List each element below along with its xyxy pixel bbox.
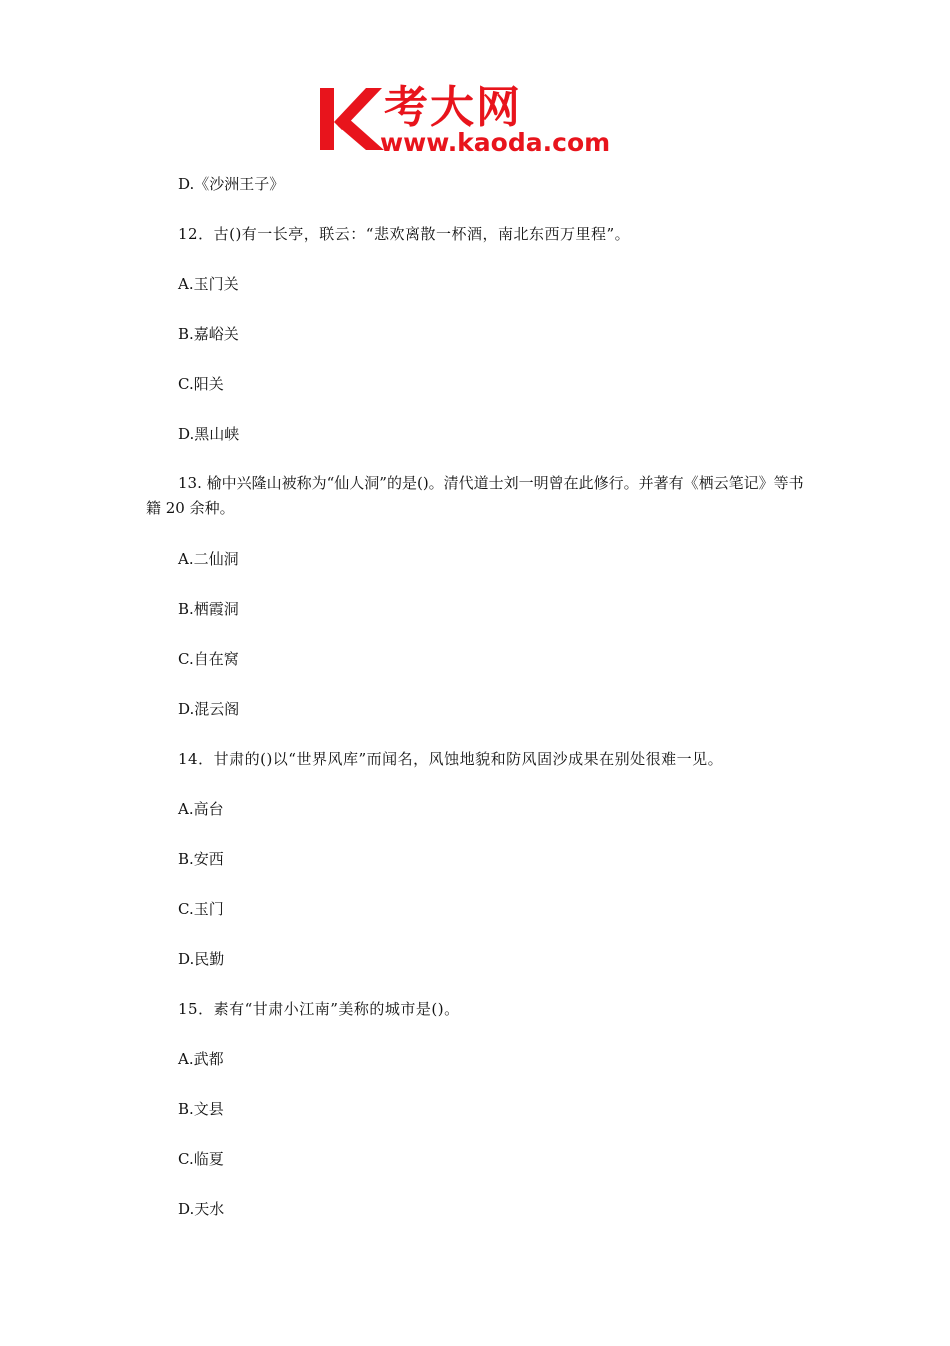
q15-option-d: D.天水 xyxy=(178,1200,225,1218)
logo-url-text: www.kaoda.com xyxy=(380,128,611,157)
logo-brand-text: 考大网 xyxy=(384,82,522,133)
q12-option-d: D.黑山峡 xyxy=(178,425,240,443)
q12-option-a: A.玉门关 xyxy=(178,275,239,293)
q15-stem: 15．素有“甘肃小江南”美称的城市是()。 xyxy=(178,1000,460,1018)
q13-option-b: B.栖霞洞 xyxy=(178,600,239,618)
q14-stem: 14．甘肃的()以“世界风库”而闻名，风蚀地貌和防风固沙成果在别处很难一见。 xyxy=(178,750,724,768)
k-letter-icon xyxy=(318,86,388,156)
q15-option-c: C.临夏 xyxy=(178,1150,224,1168)
q14-option-d: D.民勤 xyxy=(178,950,225,968)
q13-option-d: D.混云阁 xyxy=(178,700,240,718)
q12-stem: 12．古()有一长亭，联云：“悲欢离散一杯酒，南北东西万里程”。 xyxy=(178,225,631,243)
q13-stem: 13. 榆中兴隆山被称为“仙人洞”的是()。清代道士刘一明曾在此修行。并著有《栖云笔记》等书籍 20 余种。 xyxy=(146,474,804,517)
q15-option-a: A.武都 xyxy=(178,1050,224,1068)
q14-option-b: B.安西 xyxy=(178,850,224,868)
q11-option-d: D.《沙洲王子》 xyxy=(178,175,285,193)
q12-option-b: B.嘉峪关 xyxy=(178,325,239,343)
q13-option-c: C.自在窝 xyxy=(178,650,239,668)
q13-option-a: A.二仙洞 xyxy=(178,550,239,568)
q14-option-c: C.玉门 xyxy=(178,900,224,918)
q15-option-b: B.文县 xyxy=(178,1100,224,1118)
q12-option-c: C.阳关 xyxy=(178,375,224,393)
kaoda-logo xyxy=(318,84,638,160)
q14-option-a: A.高台 xyxy=(178,800,224,818)
